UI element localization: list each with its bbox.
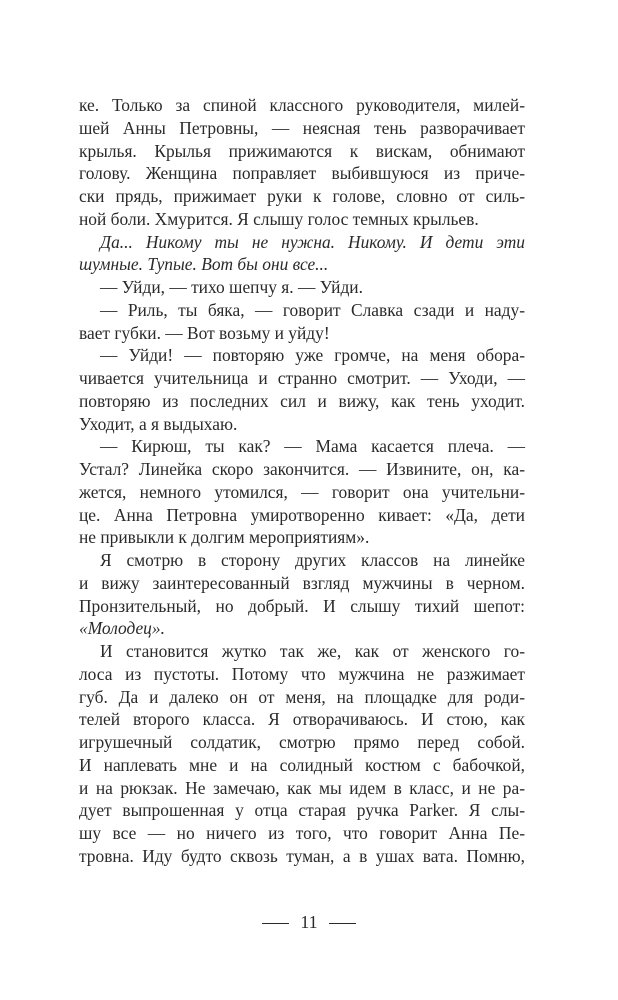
book-page-body	[79, 94, 525, 868]
text-line: — Уйди, — тихо шепчу я. — Уйди.	[100, 277, 363, 297]
text-line: крылья. Крылья прижимаются к вискам, обнимают	[79, 140, 525, 161]
text-line: И становится жутко так же, как от женского го-	[100, 641, 525, 661]
text-line: дует выпрошенная у отца старая ручка Parker. Я слы-	[79, 800, 525, 821]
text-line: губ. Да и далеко он от меня, на площадке для роди-	[79, 686, 525, 707]
text-line: — Кирюш, ты как? — Мама касается плеча. —	[100, 436, 525, 457]
text-line: тровна. Иду будто сквозь туман, а в ушах вата. Помню,	[79, 845, 525, 866]
page-number: 11	[300, 912, 318, 932]
text-line: Да... Никому ты не нужна. Никому. И дети эти	[100, 231, 525, 252]
text-line: Уходит, а я выдыхаю.	[79, 413, 238, 434]
text-line: жется, немного утомился, — говорит она учительни-	[79, 481, 525, 502]
footer-dash-right	[329, 923, 356, 924]
text-line: повторяю из последних сил и вижу, как тень уходит.	[79, 390, 525, 411]
text-line: голову. Женщина поправляет выбившуюся из приче-	[79, 163, 525, 184]
text-line: Устал? Линейка скоро закончится. — Извините, он, ка-	[79, 459, 525, 479]
page-footer	[0, 912, 618, 933]
text-line: Я смотрю в сторону других классов на линейке	[100, 550, 525, 570]
text-line: ски прядь, прижимает руки к голове, словно от силь-	[79, 186, 525, 206]
text-line: вает губки. — Вот возьму и уйду!	[79, 322, 330, 343]
text-line: шумные. Тупые. Вот бы они все...	[79, 254, 329, 275]
text-line: телей второго класса. Я отворачиваюсь. И стою, как	[79, 709, 525, 730]
text-line: игрушечный солдатик, смотрю прямо перед собой.	[79, 732, 525, 752]
text-line: и вижу заинтересованный взгляд мужчины в черном.	[79, 572, 525, 593]
text-line: це. Анна Петровна умиротворенно кивает: «Да, дети	[79, 504, 525, 525]
text-line: — Уйди! — повторяю уже громче, на меня обора-	[100, 345, 525, 366]
text-line: ной боли. Хмурится. Я слышу голос темных крыльев.	[79, 208, 479, 229]
text-line: и на рюкзак. Не замечаю, как мы идем в класс, и не ра-	[79, 777, 525, 798]
footer-dash-left	[262, 923, 289, 924]
text-line: И наплевать мне и на солидный костюм с бабочкой,	[79, 754, 525, 775]
text-line: лоса из пустоты. Потому что мужчина не разжимает	[79, 663, 525, 684]
text-line: чивается учительница и странно смотрит. — Уходи, —	[79, 368, 525, 388]
text-line: не привыкли к долгим мероприятиям».	[79, 527, 370, 548]
text-line: шу все — но ничего из того, что говорит Анна Пе-	[79, 823, 525, 843]
text-line: шей Анны Петровны, — неясная тень разворачивает	[79, 117, 525, 138]
text-line: — Риль, ты бяка, — говорит Славка сзади и наду-	[100, 299, 525, 320]
text-line: ке. Только за спиной классного руководителя, милей-	[79, 95, 525, 115]
text-line: Пронзительный, но добрый. И слышу тихий шепот:	[79, 595, 525, 616]
text-line: «Молодец».	[79, 618, 165, 639]
